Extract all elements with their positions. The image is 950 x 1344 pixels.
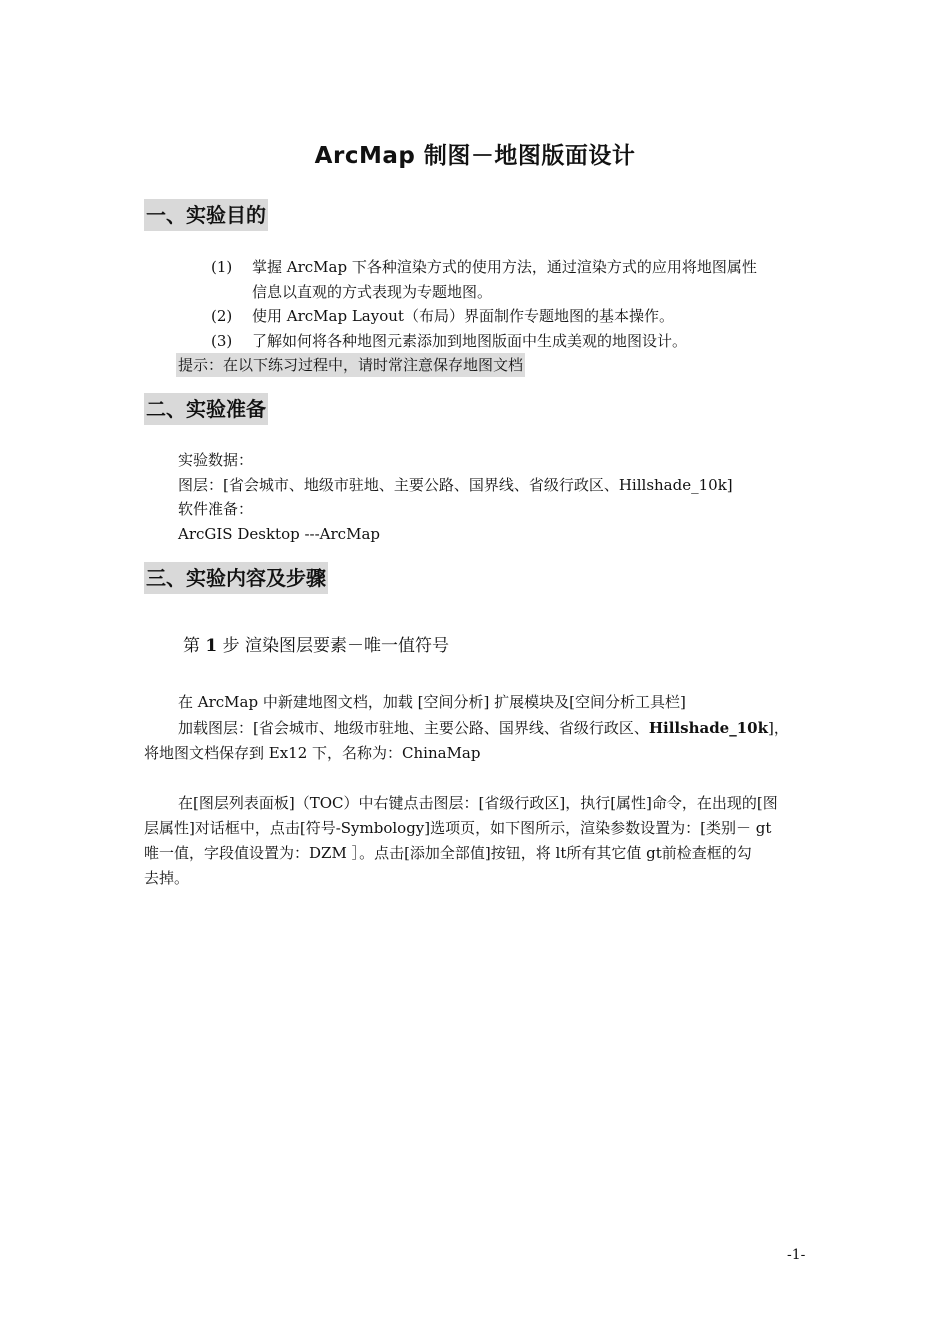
- prep-layers: 图层：[省会城市、地级市驻地、主要公路、国界线、省级行政区、Hillshade_10k]: [178, 476, 733, 494]
- objective-3-line-1: 了解如何将各种地图元素添加到地图版面中生成美观的地图设计。: [252, 332, 688, 350]
- prep-software-label: 软件准备：: [178, 500, 254, 518]
- objective-number-2: (2): [211, 307, 233, 325]
- hillshade-layer-name: Hillshade_10k: [648, 719, 768, 737]
- paragraph-2-line-4: 去掉。: [144, 869, 190, 887]
- prep-data-label: 实验数据：: [178, 451, 254, 469]
- prep-software: ArcGIS Desktop ---ArcMap: [178, 525, 380, 543]
- objective-1-line-2: 信息以直观的方式表现为专题地图。: [252, 283, 493, 301]
- step-title: 步 渲染图层要素－唯一值符号: [217, 636, 450, 656]
- paragraph-2-line-1: 在[图层列表面板]（TOC）中右键点击图层：[省级行政区]，执行[属性]命令，在出现的[图: [178, 794, 778, 812]
- document-title: ArcMap 制图－地图版面设计: [314, 143, 636, 169]
- section-heading-objectives: 一、实验目的: [144, 199, 268, 231]
- step-prefix: 第: [183, 636, 206, 656]
- objective-number-3: (3): [211, 332, 233, 350]
- section-heading-steps: 三、实验内容及步骤: [144, 562, 328, 594]
- step-1-heading: [183, 633, 449, 659]
- objective-2-line-1: 使用 ArcMap Layout（布局）界面制作专题地图的基本操作。: [252, 307, 674, 325]
- section-heading-preparation: 二、实验准备: [144, 393, 268, 425]
- step-number: 1: [205, 636, 218, 656]
- paragraph-2-line-3: 唯一值，字段值设置为：DZM ］。点击[添加全部值]按钮，将 lt所有其它值 gt前检查框的勾: [144, 844, 752, 862]
- objective-number-1: (1): [211, 258, 233, 276]
- layers-text-end: ]，: [768, 719, 789, 737]
- objective-1-line-1: 掌握 ArcMap 下各种渲染方式的使用方法，通过渲染方式的应用将地图属性: [252, 258, 757, 276]
- layers-text: 加载图层：[省会城市、地级市驻地、主要公路、国界线、省级行政区、: [178, 719, 649, 737]
- paragraph-1-line-2: [178, 716, 789, 740]
- paragraph-1-line-3: 将地图文档保存到 Ex12 下，名称为：ChinaMap: [144, 744, 481, 762]
- paragraph-2-line-2: 层属性]对话框中，点击[符号-Symbology]选项页，如下图所示，渲染参数设置为：[类别－ gt: [144, 819, 772, 837]
- save-hint: 提示：在以下练习过程中，请时常注意保存地图文档: [176, 353, 525, 377]
- page-number: -1-: [787, 1247, 806, 1263]
- paragraph-1-line-1: 在 ArcMap 中新建地图文档，加载 [空间分析] 扩展模块及[空间分析工具栏]: [178, 693, 686, 711]
